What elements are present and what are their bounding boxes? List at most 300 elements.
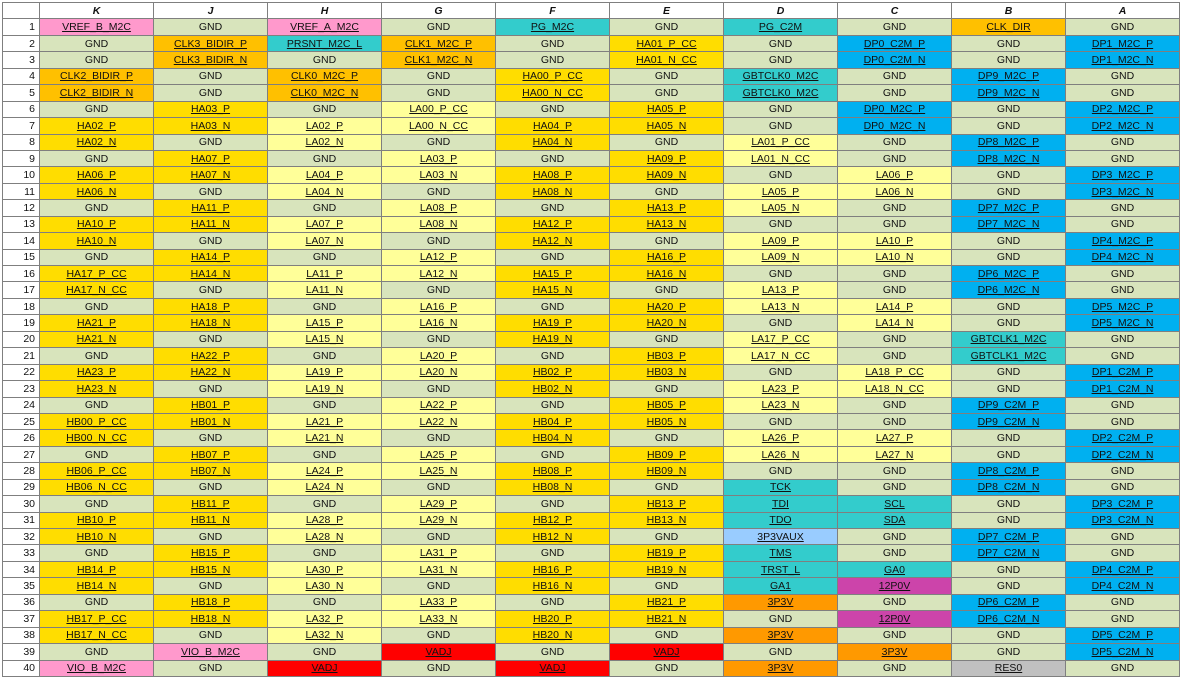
pin-cell: GND: [838, 529, 952, 545]
pin-cell: LA09_N: [724, 249, 838, 265]
pin-cell: GND: [1066, 85, 1180, 101]
pin-cell: GND: [268, 594, 382, 610]
pin-cell: DP5_M2C_P: [1066, 298, 1180, 314]
pin-cell: GND: [838, 282, 952, 298]
row-number: 6: [3, 101, 40, 117]
pin-cell: HB00_N_CC: [40, 430, 154, 446]
pin-cell: LA09_P: [724, 233, 838, 249]
row-number: 16: [3, 266, 40, 282]
pin-cell: VADJ: [496, 660, 610, 676]
pin-cell: LA04_N: [268, 183, 382, 199]
pin-cell: HB07_N: [154, 463, 268, 479]
row-number: 5: [3, 85, 40, 101]
pin-cell: DP5_M2C_N: [1066, 315, 1180, 331]
pin-cell: LA01_N_CC: [724, 150, 838, 166]
pin-cell: LA27_N: [838, 446, 952, 462]
table-row: [3, 315, 1180, 331]
row-number: 4: [3, 68, 40, 84]
pin-cell: GND: [268, 150, 382, 166]
pin-cell: HA04_P: [496, 118, 610, 134]
pin-cell: GND: [382, 282, 496, 298]
pin-cell: GND: [268, 496, 382, 512]
pin-cell: HB04_N: [496, 430, 610, 446]
pin-cell: HA08_N: [496, 183, 610, 199]
pin-cell: DP0_M2C_P: [838, 101, 952, 117]
pin-cell: GND: [154, 430, 268, 446]
pin-cell: LA18_N_CC: [838, 381, 952, 397]
pin-cell: GND: [496, 249, 610, 265]
table-row: [3, 660, 1180, 676]
pin-cell: 3P3V: [724, 594, 838, 610]
pin-cell: GND: [382, 578, 496, 594]
pin-cell: GND: [496, 496, 610, 512]
pin-cell: GND: [154, 282, 268, 298]
pin-cell: LA08_P: [382, 200, 496, 216]
pin-cell: GND: [724, 167, 838, 183]
pin-cell: LA03_P: [382, 150, 496, 166]
pin-cell: LA26_P: [724, 430, 838, 446]
row-number: 22: [3, 364, 40, 380]
pin-cell: HB20_N: [496, 627, 610, 643]
pin-cell: HA07_P: [154, 150, 268, 166]
pin-cell: DP6_C2M_P: [952, 594, 1066, 610]
table-row: [3, 331, 1180, 347]
row-number: 2: [3, 35, 40, 51]
pin-cell: GND: [952, 381, 1066, 397]
pin-cell: HA01_P_CC: [610, 35, 724, 51]
pin-cell: GND: [382, 85, 496, 101]
pin-cell: HB16_P: [496, 561, 610, 577]
table-row: [3, 446, 1180, 462]
row-number: 21: [3, 348, 40, 364]
row-number: 10: [3, 167, 40, 183]
pin-cell: GBTCLK1_M2C: [952, 348, 1066, 364]
row-number: 18: [3, 298, 40, 314]
pin-cell: HB06_P_CC: [40, 463, 154, 479]
row-number: 37: [3, 611, 40, 627]
pin-cell: GND: [610, 430, 724, 446]
pin-cell: GND: [610, 19, 724, 35]
pin-cell: 3P3VAUX: [724, 529, 838, 545]
column-header: A: [1066, 3, 1180, 19]
pin-cell: DP2_M2C_P: [1066, 101, 1180, 117]
pin-cell: GND: [154, 19, 268, 35]
pin-cell: LA20_N: [382, 364, 496, 380]
pin-cell: LA01_P_CC: [724, 134, 838, 150]
pin-cell: GND: [496, 200, 610, 216]
table-row: [3, 118, 1180, 134]
pin-cell: HA01_N_CC: [610, 52, 724, 68]
pin-cell: SCL: [838, 496, 952, 512]
pin-cell: GND: [1066, 216, 1180, 232]
table-row: [3, 216, 1180, 232]
pin-cell: LA07_N: [268, 233, 382, 249]
pin-cell: VADJ: [610, 644, 724, 660]
pin-cell: GND: [268, 397, 382, 413]
pin-cell: VADJ: [382, 644, 496, 660]
table-row: [3, 249, 1180, 265]
pin-cell: DP0_M2C_N: [838, 118, 952, 134]
pin-cell: HA00_N_CC: [496, 85, 610, 101]
table-row: [3, 200, 1180, 216]
pin-cell: HA22_N: [154, 364, 268, 380]
pin-cell: DP7_M2C_N: [952, 216, 1066, 232]
pin-cell: GND: [838, 266, 952, 282]
pin-cell: DP4_C2M_P: [1066, 561, 1180, 577]
pin-cell: GND: [724, 315, 838, 331]
pin-cell: GND: [268, 644, 382, 660]
pin-cell: LA17_N_CC: [724, 348, 838, 364]
pin-cell: DP6_M2C_N: [952, 282, 1066, 298]
pin-cell: GND: [268, 249, 382, 265]
pin-cell: CLK1_M2C_N: [382, 52, 496, 68]
pin-cell: GND: [40, 446, 154, 462]
pin-cell: DP6_C2M_N: [952, 611, 1066, 627]
pin-cell: GND: [610, 627, 724, 643]
pin-cell: VIO_B_M2C: [40, 660, 154, 676]
pin-cell: LA31_P: [382, 545, 496, 561]
pin-cell: HA16_N: [610, 266, 724, 282]
column-header: F: [496, 3, 610, 19]
pin-cell: GND: [496, 35, 610, 51]
pin-cell: HA23_P: [40, 364, 154, 380]
pin-cell: GND: [952, 35, 1066, 51]
pin-cell: GND: [154, 381, 268, 397]
table-row: [3, 35, 1180, 51]
pin-cell: GND: [952, 561, 1066, 577]
column-header: G: [382, 3, 496, 19]
pin-cell: LA29_N: [382, 512, 496, 528]
pin-cell: HB12_N: [496, 529, 610, 545]
pin-cell: GND: [838, 627, 952, 643]
pin-cell: HB06_N_CC: [40, 479, 154, 495]
pin-cell: HB15_P: [154, 545, 268, 561]
pin-cell: GND: [268, 101, 382, 117]
pin-cell: GND: [40, 150, 154, 166]
pin-cell: HB18_N: [154, 611, 268, 627]
pin-cell: DP7_C2M_P: [952, 529, 1066, 545]
pin-cell: GND: [382, 660, 496, 676]
pin-cell: LA15_N: [268, 331, 382, 347]
pin-cell: GND: [952, 183, 1066, 199]
pin-cell: HB01_P: [154, 397, 268, 413]
table-row: [3, 644, 1180, 660]
pin-cell: GND: [496, 545, 610, 561]
pin-cell: LA10_P: [838, 233, 952, 249]
pin-cell: GND: [610, 85, 724, 101]
pin-cell: GND: [838, 545, 952, 561]
column-header: E: [610, 3, 724, 19]
pin-cell: HA13_P: [610, 200, 724, 216]
table-row: [3, 529, 1180, 545]
pin-cell: LA15_P: [268, 315, 382, 331]
pin-cell: GBTCLK1_M2C: [952, 331, 1066, 347]
row-number: 17: [3, 282, 40, 298]
row-number: 9: [3, 150, 40, 166]
pin-cell: GND: [1066, 331, 1180, 347]
pin-cell: LA29_P: [382, 496, 496, 512]
pin-cell: GND: [838, 200, 952, 216]
pin-cell: GND: [40, 200, 154, 216]
pin-cell: GND: [838, 19, 952, 35]
pin-cell: HA18_P: [154, 298, 268, 314]
pin-cell: GND: [382, 233, 496, 249]
row-number: 19: [3, 315, 40, 331]
pin-cell: GND: [952, 315, 1066, 331]
pin-cell: DP8_C2M_P: [952, 463, 1066, 479]
pin-cell: LA06_P: [838, 167, 952, 183]
pin-cell: GND: [1066, 397, 1180, 413]
pin-cell: LA23_P: [724, 381, 838, 397]
pin-cell: GND: [838, 85, 952, 101]
pin-cell: GND: [154, 578, 268, 594]
pin-cell: GBTCLK0_M2C: [724, 68, 838, 84]
pin-cell: PRSNT_M2C_L: [268, 35, 382, 51]
pin-cell: LA14_P: [838, 298, 952, 314]
pin-cell: VREF_B_M2C: [40, 19, 154, 35]
pin-cell: LA28_N: [268, 529, 382, 545]
pin-cell: HB13_P: [610, 496, 724, 512]
pin-cell: HA17_P_CC: [40, 266, 154, 282]
pin-cell: LA22_N: [382, 413, 496, 429]
pin-cell: HA05_N: [610, 118, 724, 134]
pin-cell: LA30_P: [268, 561, 382, 577]
row-number: 40: [3, 660, 40, 676]
pin-cell: HB08_N: [496, 479, 610, 495]
column-header: J: [154, 3, 268, 19]
pin-cell: HB11_P: [154, 496, 268, 512]
pin-cell: DP5_C2M_P: [1066, 627, 1180, 643]
row-number: 20: [3, 331, 40, 347]
row-number: 11: [3, 183, 40, 199]
pin-cell: GND: [1066, 200, 1180, 216]
pin-cell: GND: [952, 101, 1066, 117]
pin-cell: LA21_N: [268, 430, 382, 446]
pin-cell: HA12_N: [496, 233, 610, 249]
pin-cell: GND: [496, 150, 610, 166]
row-number: 15: [3, 249, 40, 265]
pin-cell: LA32_N: [268, 627, 382, 643]
pin-cell: GND: [724, 35, 838, 51]
row-number: 30: [3, 496, 40, 512]
pin-cell: GND: [1066, 150, 1180, 166]
pin-cell: DP2_M2C_N: [1066, 118, 1180, 134]
pin-cell: HB11_N: [154, 512, 268, 528]
pin-cell: GND: [40, 249, 154, 265]
pin-cell: HA15_N: [496, 282, 610, 298]
pin-cell: GBTCLK0_M2C: [724, 85, 838, 101]
row-number: 27: [3, 446, 40, 462]
pin-cell: GND: [952, 167, 1066, 183]
row-number: 26: [3, 430, 40, 446]
pin-cell: VIO_B_M2C: [154, 644, 268, 660]
pin-cell: HB04_P: [496, 413, 610, 429]
pin-cell: HA02_N: [40, 134, 154, 150]
pin-cell: GND: [40, 397, 154, 413]
pinout-body: [3, 19, 1180, 677]
row-number: 7: [3, 118, 40, 134]
table-row: [3, 397, 1180, 413]
pin-cell: LA22_P: [382, 397, 496, 413]
pin-cell: LA33_N: [382, 611, 496, 627]
pin-cell: GND: [952, 496, 1066, 512]
pin-cell: GND: [838, 463, 952, 479]
pin-cell: DP7_C2M_N: [952, 545, 1066, 561]
pin-cell: DP8_M2C_N: [952, 150, 1066, 166]
pin-cell: GND: [154, 68, 268, 84]
pin-cell: VADJ: [268, 660, 382, 676]
pin-cell: DP0_C2M_P: [838, 35, 952, 51]
table-row: [3, 561, 1180, 577]
pinout-table: [2, 2, 1180, 677]
pin-cell: HA15_P: [496, 266, 610, 282]
pin-cell: GND: [1066, 348, 1180, 364]
pin-cell: GND: [154, 479, 268, 495]
pin-cell: CLK0_M2C_N: [268, 85, 382, 101]
row-number: 24: [3, 397, 40, 413]
pin-cell: GND: [1066, 282, 1180, 298]
pin-cell: LA08_N: [382, 216, 496, 232]
pin-cell: LA16_N: [382, 315, 496, 331]
row-number: 29: [3, 479, 40, 495]
pin-cell: GND: [724, 611, 838, 627]
pin-cell: DP6_M2C_P: [952, 266, 1066, 282]
pin-cell: HB05_N: [610, 413, 724, 429]
pin-cell: GND: [496, 298, 610, 314]
pin-cell: GND: [952, 644, 1066, 660]
pin-cell: DP2_C2M_N: [1066, 446, 1180, 462]
table-row: [3, 52, 1180, 68]
pin-cell: LA20_P: [382, 348, 496, 364]
pin-cell: GND: [838, 413, 952, 429]
pin-cell: TMS: [724, 545, 838, 561]
pin-cell: GND: [496, 52, 610, 68]
pin-cell: DP4_M2C_N: [1066, 249, 1180, 265]
pin-cell: GND: [382, 529, 496, 545]
table-row: [3, 413, 1180, 429]
table-row: [3, 167, 1180, 183]
pin-cell: LA19_N: [268, 381, 382, 397]
pin-cell: GND: [724, 413, 838, 429]
pin-cell: GND: [1066, 479, 1180, 495]
pin-cell: CLK1_M2C_P: [382, 35, 496, 51]
pin-cell: GND: [496, 397, 610, 413]
table-row: [3, 364, 1180, 380]
table-row: [3, 282, 1180, 298]
pin-cell: HB08_P: [496, 463, 610, 479]
column-header: K: [40, 3, 154, 19]
table-row: [3, 381, 1180, 397]
pin-cell: GND: [838, 397, 952, 413]
pinout-grid: [2, 2, 1180, 677]
pin-cell: DP4_C2M_N: [1066, 578, 1180, 594]
pin-cell: HA20_N: [610, 315, 724, 331]
pin-cell: HB05_P: [610, 397, 724, 413]
pin-cell: LA12_P: [382, 249, 496, 265]
pin-cell: HB21_P: [610, 594, 724, 610]
pin-cell: LA17_P_CC: [724, 331, 838, 347]
pin-cell: HA11_P: [154, 200, 268, 216]
pin-cell: CLK3_BIDIR_P: [154, 35, 268, 51]
pin-cell: GND: [496, 594, 610, 610]
pin-cell: LA10_N: [838, 249, 952, 265]
pin-cell: GND: [154, 627, 268, 643]
pin-cell: DP9_M2C_N: [952, 85, 1066, 101]
row-number: 1: [3, 19, 40, 35]
pin-cell: HB19_N: [610, 561, 724, 577]
pin-cell: GND: [610, 68, 724, 84]
pin-cell: CLK0_M2C_P: [268, 68, 382, 84]
pin-cell: RES0: [952, 660, 1066, 676]
pin-cell: DP1_C2M_P: [1066, 364, 1180, 380]
pin-cell: GND: [382, 331, 496, 347]
pin-cell: GND: [382, 134, 496, 150]
pin-cell: GND: [154, 660, 268, 676]
pin-cell: GND: [952, 430, 1066, 446]
table-row: [3, 266, 1180, 282]
table-row: [3, 348, 1180, 364]
pin-cell: GND: [1066, 660, 1180, 676]
pin-cell: CLK3_BIDIR_N: [154, 52, 268, 68]
pin-cell: GND: [496, 644, 610, 660]
pin-cell: 3P3V: [838, 644, 952, 660]
pin-cell: 3P3V: [724, 660, 838, 676]
pin-cell: CLK2_BIDIR_N: [40, 85, 154, 101]
pin-cell: GND: [838, 348, 952, 364]
pin-cell: GND: [724, 216, 838, 232]
pin-cell: GND: [952, 52, 1066, 68]
pin-cell: GND: [610, 660, 724, 676]
table-row: [3, 430, 1180, 446]
pin-cell: HA09_P: [610, 150, 724, 166]
pin-cell: DP3_M2C_N: [1066, 183, 1180, 199]
pin-cell: LA00_P_CC: [382, 101, 496, 117]
pin-cell: LA06_N: [838, 183, 952, 199]
table-row: [3, 594, 1180, 610]
row-number: 39: [3, 644, 40, 660]
pin-cell: HA06_P: [40, 167, 154, 183]
pin-cell: DP5_C2M_N: [1066, 644, 1180, 660]
pin-cell: HA19_P: [496, 315, 610, 331]
pin-cell: LA31_N: [382, 561, 496, 577]
pin-cell: GND: [382, 19, 496, 35]
pin-cell: GND: [40, 35, 154, 51]
pin-cell: LA19_P: [268, 364, 382, 380]
pin-cell: HB01_N: [154, 413, 268, 429]
table-row: [3, 19, 1180, 35]
pin-cell: LA04_P: [268, 167, 382, 183]
pin-cell: GND: [610, 282, 724, 298]
pin-cell: HA19_N: [496, 331, 610, 347]
pin-cell: TCK: [724, 479, 838, 495]
pin-cell: GND: [40, 545, 154, 561]
table-row: [3, 101, 1180, 117]
pin-cell: DP8_C2M_N: [952, 479, 1066, 495]
pin-cell: GND: [382, 183, 496, 199]
pin-cell: LA02_N: [268, 134, 382, 150]
pin-cell: DP2_C2M_P: [1066, 430, 1180, 446]
pin-cell: HA03_P: [154, 101, 268, 117]
table-row: [3, 463, 1180, 479]
row-number: 31: [3, 512, 40, 528]
pin-cell: HA05_P: [610, 101, 724, 117]
pin-cell: GND: [154, 331, 268, 347]
pin-cell: HB16_N: [496, 578, 610, 594]
pin-cell: PG_M2C: [496, 19, 610, 35]
pin-cell: TRST_L: [724, 561, 838, 577]
pin-cell: GND: [1066, 19, 1180, 35]
pin-cell: HA21_P: [40, 315, 154, 331]
